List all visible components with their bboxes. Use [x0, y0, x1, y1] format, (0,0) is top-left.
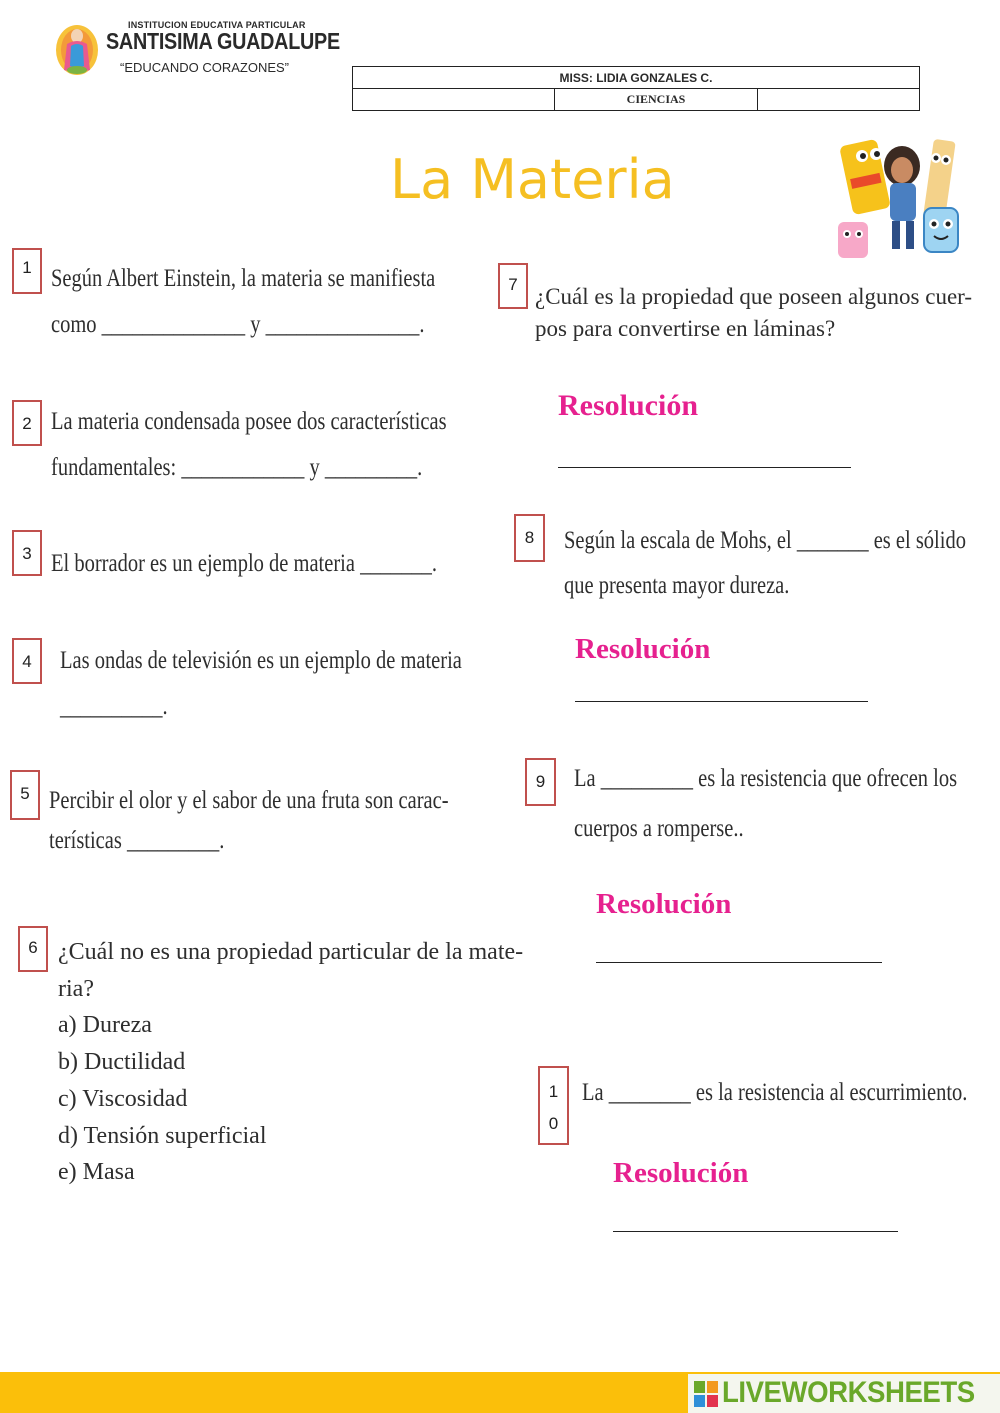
- question-1-text: [51, 256, 435, 349]
- resolution-label-7: Resolución: [558, 389, 699, 422]
- question-5-line-2: terísticas _________.: [49, 827, 225, 854]
- blank-cell-left: [353, 89, 555, 111]
- school-motto: “EDUCANDO CORAZONES”: [120, 60, 290, 75]
- question-number-2: 2: [12, 400, 42, 446]
- resolution-label-8: Resolución: [575, 633, 711, 665]
- question-9-text: [574, 754, 957, 854]
- question-number-8: 8: [514, 514, 545, 562]
- question-2-text: [51, 399, 447, 492]
- school-logo-virgin-icon: [54, 20, 100, 76]
- question-number-5: 5: [10, 770, 40, 820]
- answer-line-7[interactable]: [558, 467, 851, 468]
- answer-line-8[interactable]: [575, 701, 868, 702]
- school-supplies-illustration: [832, 136, 966, 268]
- question-4-text: [60, 638, 462, 731]
- question-number-3: 3: [12, 530, 42, 576]
- question-6-option-c: c) Viscosidad: [58, 1085, 188, 1112]
- question-1-line-1: Según Albert Einstein, la materia se manifiesta: [51, 265, 436, 292]
- question-1-line-2: como ______________ y _______________.: [51, 311, 425, 339]
- question-2-line-2: fundamentales: ____________ y _________.: [51, 454, 423, 482]
- question-10-text: [582, 1070, 967, 1116]
- resolution-label-10: Resolución: [613, 1157, 749, 1189]
- question-2-line-1: La materia condensada posee dos características: [51, 408, 447, 435]
- question-3-line-1: El borrador es un ejemplo de materia _______.: [51, 550, 437, 577]
- question-5-line-1: Percibir el olor y el sabor de una fruta son carac-: [49, 787, 449, 814]
- question-10-line-1: La ________ es la resistencia al escurrimiento.: [582, 1079, 968, 1106]
- liveworksheets-logo-icon: [694, 1381, 718, 1407]
- question-8-text: [564, 518, 966, 608]
- question-3-text: [51, 541, 437, 587]
- school-type-label: INSTITUCION EDUCATIVA PARTICULAR: [128, 20, 306, 30]
- question-9-line-2: cuerpos a romperse..: [574, 815, 744, 842]
- question-number-1: 1: [12, 248, 42, 294]
- question-6-line-1: ¿Cuál no es una propiedad particular de la mate-: [58, 939, 524, 965]
- question-9-line-1: La _________ es la resistencia que ofrecen los: [574, 765, 958, 792]
- question-6-option-d: d) Tensión superficial: [58, 1122, 267, 1149]
- school-name: SANTISIMA GUADALUPE: [106, 28, 340, 54]
- question-number-4: 4: [12, 638, 42, 684]
- page-title: La Materia: [390, 148, 675, 211]
- answer-line-10[interactable]: [613, 1231, 898, 1232]
- question-6-text: [58, 934, 523, 1191]
- question-number-10: [538, 1066, 569, 1145]
- subject-name: CIENCIAS: [555, 89, 758, 111]
- question-number-9: 9: [525, 758, 556, 806]
- question-8-line-1: Según la escala de Mohs, el _______ es el sólido: [564, 527, 966, 554]
- resolution-label-9: Resolución: [596, 888, 732, 920]
- question-6-option-b: b) Ductilidad: [58, 1049, 186, 1076]
- header-info-table: [352, 66, 920, 111]
- question-7-text: [535, 281, 972, 345]
- question-7-line-2: pos para convertirse en láminas?: [535, 316, 836, 342]
- teacher-name: MISS: LIDIA GONZALES C.: [353, 67, 920, 89]
- question-number-6: 6: [18, 926, 48, 972]
- question-number-7: 7: [498, 263, 528, 309]
- question-4-line-1: Las ondas de televisión es un ejemplo de materia: [60, 647, 462, 674]
- question-8-line-2: que presenta mayor dureza.: [564, 572, 790, 599]
- question-number-10-digit-2: 0: [548, 1114, 559, 1133]
- question-6-option-a: a) Dureza: [58, 1012, 152, 1039]
- question-7-line-1: ¿Cuál es la propiedad que poseen algunos cuer-: [535, 284, 973, 309]
- answer-line-9[interactable]: [596, 962, 882, 963]
- question-6-line-2: ria?: [58, 975, 94, 1002]
- question-5-text: [49, 781, 449, 861]
- liveworksheets-brand[interactable]: LIVEWORKSHEETS: [722, 1376, 975, 1409]
- blank-cell-right: [758, 89, 920, 111]
- question-6-option-e: e) Masa: [58, 1159, 135, 1186]
- question-4-line-2: __________.: [60, 693, 168, 721]
- question-number-10-digit-1: 1: [548, 1082, 559, 1101]
